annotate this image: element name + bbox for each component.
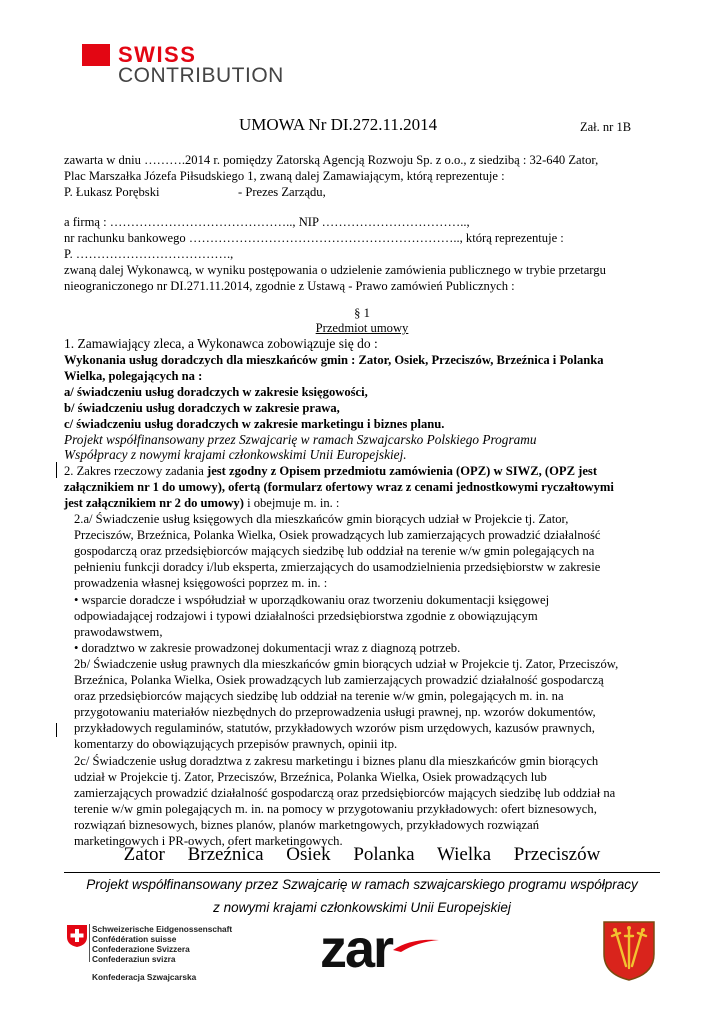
italic-line-1 xyxy=(64,432,537,448)
bold-text-2: Wielka, polegających na : xyxy=(64,369,203,383)
item-2b-line-6: komentarzy do obowiązujących przepisów prawnych, opinii itp. xyxy=(74,737,398,751)
item-2c-line-6: marketingowych i PR-owych, ofert marketingowych. xyxy=(74,834,343,848)
bold-text-3: a/ świadczeniu usług doradczych w zakresie księgowości, xyxy=(64,385,368,399)
intro-line-1: zawarta w dniu ……….2014 r. pomiędzy Zatorską Agencją Rozwoju Sp. z o.o., z siedzibą : 32-640 Zator, xyxy=(64,153,599,167)
paragraph-2-line-2 xyxy=(64,479,614,495)
paragraph-2-tail: i obejmuje m. in. : xyxy=(243,496,340,510)
item-2a-line-6: • wsparcie doradcze i współudział w uporządkowaniu oraz tworzeniu dokumentacji księgowej xyxy=(74,593,550,607)
item-2a-line-5: prowadzenia własnej księgowości poprzez m. in. : xyxy=(74,576,328,590)
intro-line-2: Plac Marszałka Józefa Piłsudskiego 1, zwaną dalej Zamawiającym, którą reprezentuje : xyxy=(64,169,505,183)
swiss-contribution-logo-square xyxy=(66,44,110,87)
footer-project-line-1: Projekt współfinansowany przez Szwajcarię w ramach szwajcarskiego programu współpracy xyxy=(86,877,638,892)
item-2c-line-2: udział w Projekcie tj. Zator, Przeciszów, Brzeźnica, Polanka Wielka, Osiek prowadzących lub xyxy=(74,770,547,784)
item-2b-line-4: przygotowaniu materiałów niezbędnych do przeprowadzenia usługi prawnej, np. wzorów dokumentów, xyxy=(74,705,596,719)
footer-towns: Zator Brzeźnica Osiek Polanka Wielka Przeciszów xyxy=(123,844,601,865)
contractor-line-3: P. ………………………………., xyxy=(64,247,234,261)
paragraph-2-bold-2: załącznikiem nr 1 do umowy), ofertą (formularz ofertowy wraz z cenami jednostkowymi ryczałtowymi xyxy=(64,480,614,494)
paragraph-2-lead: 2. Zakres rzeczowy zadania xyxy=(64,464,207,478)
coat-of-arms-icon xyxy=(602,920,656,982)
bold-line-4 xyxy=(64,400,340,416)
contract-title: UMOWA Nr DI.272.11.2014 xyxy=(239,115,438,134)
swiss-emblem-separator xyxy=(89,924,90,962)
item-2a-line-1: 2.a/ Świadczenie usług księgowych dla mieszkańców gmin biorących udział w Projekcie tj. Zator, xyxy=(74,512,569,526)
bold-line-1 xyxy=(64,352,604,368)
cross-icon xyxy=(66,44,110,87)
swiss-name-pl: Konfederacja Szwajcarska xyxy=(92,972,197,982)
paragraph-2-line-1 xyxy=(64,463,597,479)
zar-logo-swoosh xyxy=(393,938,439,952)
swiss-name-it: Confederazione Svizzera xyxy=(92,944,190,954)
footer-divider xyxy=(64,872,660,873)
item-2a-line-4: pełnieniu funkcji doradcy i/lub eksperta, zmierzających do usamodzielnienia przedsiębiorstw w zakresie xyxy=(74,560,601,574)
paragraph-2-bold-3: jest załącznikiem nr 2 do umowy) xyxy=(64,496,244,510)
logo-line-contribution: CONTRIBUTION xyxy=(118,64,284,87)
item-2a-line-7: odpowiadającej rodzajowi i typowi działalności przedsiębiorstwa zgodnie z obowiązującym xyxy=(74,609,538,623)
bold-text-4: b/ świadczeniu usług doradczych w zakresie prawa, xyxy=(64,401,340,415)
swiss-name-rm: Confederaziun svizra xyxy=(92,954,176,964)
item-2a-line-3: gospodarczą oraz przedsiębiorców mających siedzibę lub oddział na terenie w/w gmin polegających na xyxy=(74,544,595,558)
paragraph-2-line-3 xyxy=(64,495,339,511)
intro-representative-role: - Prezes Zarządu, xyxy=(238,185,326,199)
section-mark: § 1 xyxy=(354,306,370,320)
zar-logo xyxy=(320,918,392,980)
item-2b-line-1: 2b/ Świadczenie usług prawnych dla mieszkańców gmin biorących udział w Projekcie tj. Zator, Przeciszów, xyxy=(74,657,619,671)
contractor-line-4: zwaną dalej Wykonawcą, w wyniku postępowania o udzielenie zamówienia publicznego w trybie przetargu xyxy=(64,263,606,277)
bold-text-5: c/ świadczeniu usług doradczych w zakresie marketingu i biznes planu. xyxy=(64,417,445,431)
item-2a-line-2: Przeciszów, Brzeźnica, Polanka Wielka, Osiek prowadzących lub zamierzających prowadzić działalność xyxy=(74,528,601,542)
bold-text-1: Wykonania usług doradczych dla mieszkańców gmin : Zator, Osiek, Przeciszów, Brzeźnica i Polanka xyxy=(64,353,604,367)
change-bar xyxy=(56,462,57,478)
attachment-number: Zał. nr 1B xyxy=(580,120,632,134)
footer-project-line-2: z nowymi krajami członkowskimi Unii Europejskiej xyxy=(213,900,511,915)
italic-text-2: Współpracy z nowymi krajami członkowskimi Unii Europejskiej. xyxy=(64,447,407,462)
contractor-line-1: a firmą : …………………………………….., NIP …………………………….., xyxy=(64,215,470,229)
contractor-line-5: nieograniczonego nr DI.271.11.2014, zgodnie z Ustawą - Prawo zamówień Publicznych : xyxy=(64,279,515,293)
item-2c-line-4: terenie w/w gmin polegających m. in. na pomocy w przygotowaniu przykładowych: ofert biznesowych, xyxy=(74,802,597,816)
item-2c-line-3: zamierzających prowadzić działalność gospodarczą oraz przedsiębiorców mających siedzibę lub oddział na xyxy=(74,786,616,800)
logo-line-swiss: SWISS xyxy=(118,42,197,67)
section-paragraph-1: 1. Zamawiający zleca, a Wykonawca zobowiązuje się do : xyxy=(64,336,378,351)
item-2b-line-5: przykładowych regulaminów, statutów, przykładowych wzorów pism urzędowych, kazusów prawnych, xyxy=(74,721,595,735)
italic-line-2 xyxy=(64,447,407,463)
item-2b-line-3: oraz przedsiębiorców mających siedzibę lub oddział na terenie w/w gmin, polegających m. in. na xyxy=(74,689,564,703)
bold-line-2 xyxy=(64,368,202,384)
item-2a-line-9: • doradztwo w zakresie prowadzonej dokumentacji wraz z diagnozą potrzeb. xyxy=(74,641,461,655)
italic-text-1: Projekt współfinansowany przez Szwajcarię w ramach Szwajcarsko Polskiego Programu xyxy=(64,432,537,447)
item-2c-line-1: 2c/ Świadczenie usług doradztwa z zakresu marketingu i biznes planu dla mieszkańców gmin biorących xyxy=(74,754,599,768)
intro-representative: P. Łukasz Porębski xyxy=(64,185,160,199)
item-2b-line-2: Brzeźnica, Polanka Wielka, Osiek prowadzących lub zamierzających prowadzić działalność gospodarczą xyxy=(74,673,604,687)
contractor-line-2: nr rachunku bankowego ……………………………………………………….., którą reprezentuje : xyxy=(64,231,564,245)
item-2c-line-5: rozwiązań biznesowych, biznes planów, planów marketngowych, przykładowych rozwiązań xyxy=(74,818,539,832)
swiss-name-de: Schweizerische Eidgenossenschaft xyxy=(92,924,233,934)
change-bar-2 xyxy=(56,723,57,737)
swiss-flag-icon xyxy=(66,924,88,948)
swiss-name-fr: Confédération suisse xyxy=(92,934,177,944)
zar-logo-text: zar xyxy=(320,919,393,979)
item-2a-line-8: prawodawstwem, xyxy=(74,625,163,639)
paragraph-2-bold-1: jest zgodny z Opisem przedmiotu zamówienia (OPZ) w SIWZ, (OPZ jest xyxy=(207,464,598,478)
section-heading: Przedmiot umowy xyxy=(315,321,409,335)
bold-line-5 xyxy=(64,416,444,432)
bold-line-3 xyxy=(64,384,368,400)
